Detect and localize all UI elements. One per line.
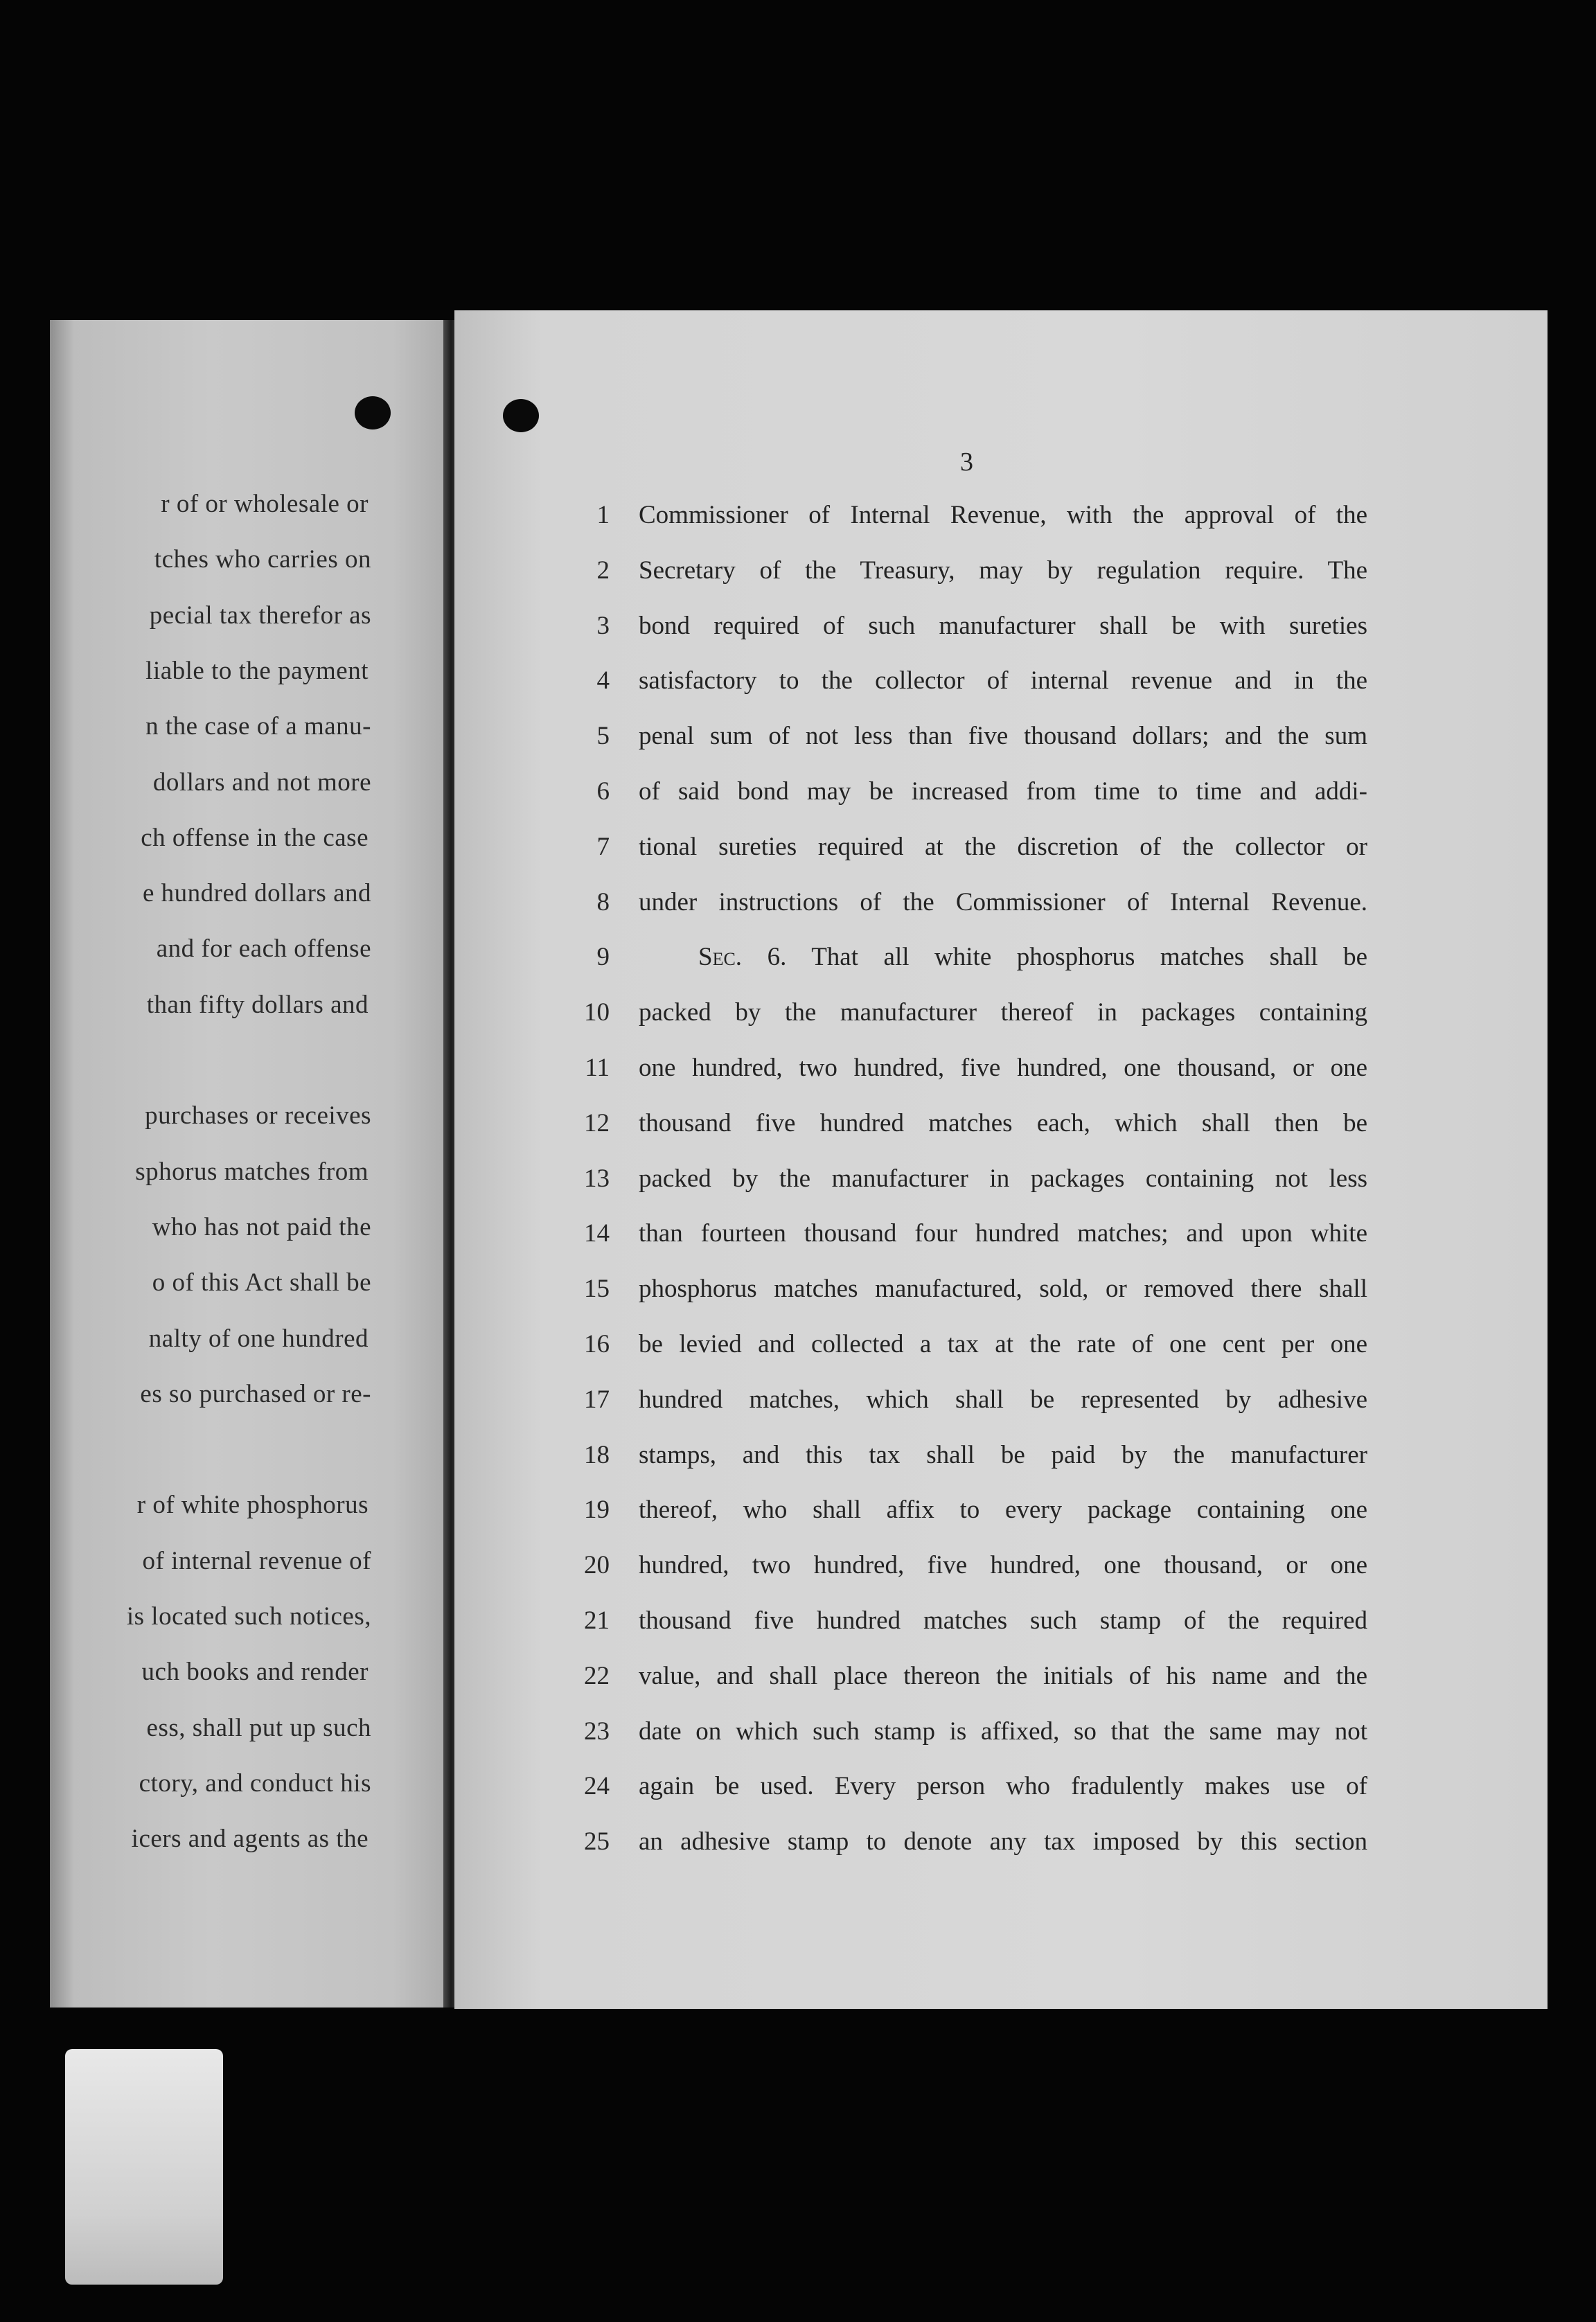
left-page-line: than fifty dollars and xyxy=(146,990,369,1019)
line-number: 19 xyxy=(584,1496,610,1525)
line-text: tional sureties required at the discretion of the collector or xyxy=(639,832,1367,861)
line-number: 18 xyxy=(584,1440,610,1469)
page-number: 3 xyxy=(960,447,973,477)
punch-hole-right xyxy=(503,399,539,432)
line-text: thousand five hundred matches each, which shall then be xyxy=(639,1108,1367,1137)
left-page-line: of internal revenue of xyxy=(142,1546,371,1575)
line-text: date on which such stamp is affixed, so that the same may not xyxy=(639,1717,1367,1746)
line-number: 9 xyxy=(596,943,610,972)
line-number: 10 xyxy=(584,998,610,1027)
line-number: 12 xyxy=(584,1108,610,1137)
left-page-line: ctory, and conduct his xyxy=(139,1769,371,1798)
left-page-line: liable to the payment xyxy=(145,656,369,685)
line-number: 22 xyxy=(584,1661,610,1690)
line-number: 2 xyxy=(596,556,610,585)
left-page-line: and for each offense xyxy=(156,934,371,964)
line-text: be levied and collected a tax at the rate of one cent per one xyxy=(639,1330,1367,1358)
line-text: of said bond may be increased from time to time and addi- xyxy=(639,777,1367,806)
line-number: 14 xyxy=(584,1219,610,1248)
line-text: than fourteen thousand four hundred matches; and upon white xyxy=(639,1219,1367,1248)
line-text xyxy=(698,942,1367,972)
section-text: That all white phosphorus matches shall be xyxy=(786,943,1368,972)
line-number: 4 xyxy=(596,666,610,695)
line-text: hundred, two hundred, five hundred, one thousand, or one xyxy=(639,1551,1367,1580)
line-number: 23 xyxy=(584,1717,610,1746)
line-text: one hundred, two hundred, five hundred, one thousand, or one xyxy=(639,1054,1367,1082)
line-text: under instructions of the Commissioner of Internal Revenue. xyxy=(639,887,1367,916)
line-text: hundred matches, which shall be represented by adhesive xyxy=(639,1385,1367,1414)
left-page-line: icers and agents as the xyxy=(131,1825,369,1854)
left-page-line: ess, shall put up such xyxy=(146,1713,371,1742)
left-page-line: uch books and render xyxy=(141,1658,369,1687)
left-page-line: is located such notices, xyxy=(126,1602,371,1631)
left-page-fragment xyxy=(50,320,453,2008)
line-text: packed by the manufacturer thereof in packages containing xyxy=(639,998,1367,1027)
left-page-line: dollars and not more xyxy=(152,768,371,797)
line-text: bond required of such manufacturer shall be with sureties xyxy=(639,611,1367,640)
line-number: 13 xyxy=(584,1164,610,1193)
line-text: stamps, and this tax shall be paid by the manufacturer xyxy=(639,1440,1367,1469)
line-text: packed by the manufacturer in packages containing not less xyxy=(639,1164,1367,1193)
left-page-line: purchases or receives xyxy=(145,1101,371,1131)
line-number: 15 xyxy=(584,1275,610,1304)
line-number: 7 xyxy=(596,832,610,861)
left-page-line: r of or wholesale or xyxy=(161,490,369,518)
left-page-line: o of this Act shall be xyxy=(152,1268,371,1297)
line-number: 11 xyxy=(585,1054,610,1082)
left-page-line: n the case of a manu- xyxy=(145,712,371,741)
left-page-line: r of white phosphorus xyxy=(136,1491,369,1520)
line-number: 21 xyxy=(584,1606,610,1635)
line-number: 24 xyxy=(584,1772,610,1801)
line-text: satisfactory to the collector of internal revenue and in the xyxy=(639,666,1367,695)
line-number: 8 xyxy=(596,887,610,916)
line-number: 17 xyxy=(584,1385,610,1414)
left-page-line: sphorus matches from xyxy=(135,1157,369,1186)
left-page-line: who has not paid the xyxy=(152,1212,371,1241)
left-page-line: ch offense in the case xyxy=(141,823,369,852)
line-text: thereof, who shall affix to every package containing one xyxy=(639,1496,1367,1525)
punch-hole-left xyxy=(355,396,391,429)
line-number: 25 xyxy=(584,1827,610,1856)
line-text: Secretary of the Treasury, may by regulation require. The xyxy=(639,556,1367,585)
line-text: again be used. Every person who fradulently makes use of xyxy=(639,1772,1367,1801)
left-page-line: e hundred dollars and xyxy=(142,879,371,908)
line-text: Commissioner of Internal Revenue, with the approval of the xyxy=(639,501,1367,529)
line-text: phosphorus matches manufactured, sold, or removed there shall xyxy=(639,1275,1367,1304)
line-text: thousand five hundred matches such stamp of the required xyxy=(639,1606,1367,1635)
paper-tab xyxy=(65,2049,223,2285)
line-text: an adhesive stamp to denote any tax imposed by this section xyxy=(639,1827,1367,1856)
line-number: 3 xyxy=(596,611,610,640)
left-page-line: tches who carries on xyxy=(154,545,371,574)
line-text: penal sum of not less than five thousand dollars; and the sum xyxy=(639,722,1367,751)
line-text: value, and shall place thereon the initials of his name and the xyxy=(639,1661,1367,1690)
left-page-line: es so purchased or re- xyxy=(140,1379,371,1408)
line-number: 16 xyxy=(584,1330,610,1358)
section-heading: Sec. 6. xyxy=(698,943,787,972)
left-page-line: pecial tax therefor as xyxy=(149,601,371,630)
line-number: 1 xyxy=(596,501,610,529)
line-number: 6 xyxy=(596,777,610,806)
line-number: 5 xyxy=(596,722,610,751)
left-page-line: nalty of one hundred xyxy=(148,1324,369,1353)
line-number: 20 xyxy=(584,1551,610,1580)
